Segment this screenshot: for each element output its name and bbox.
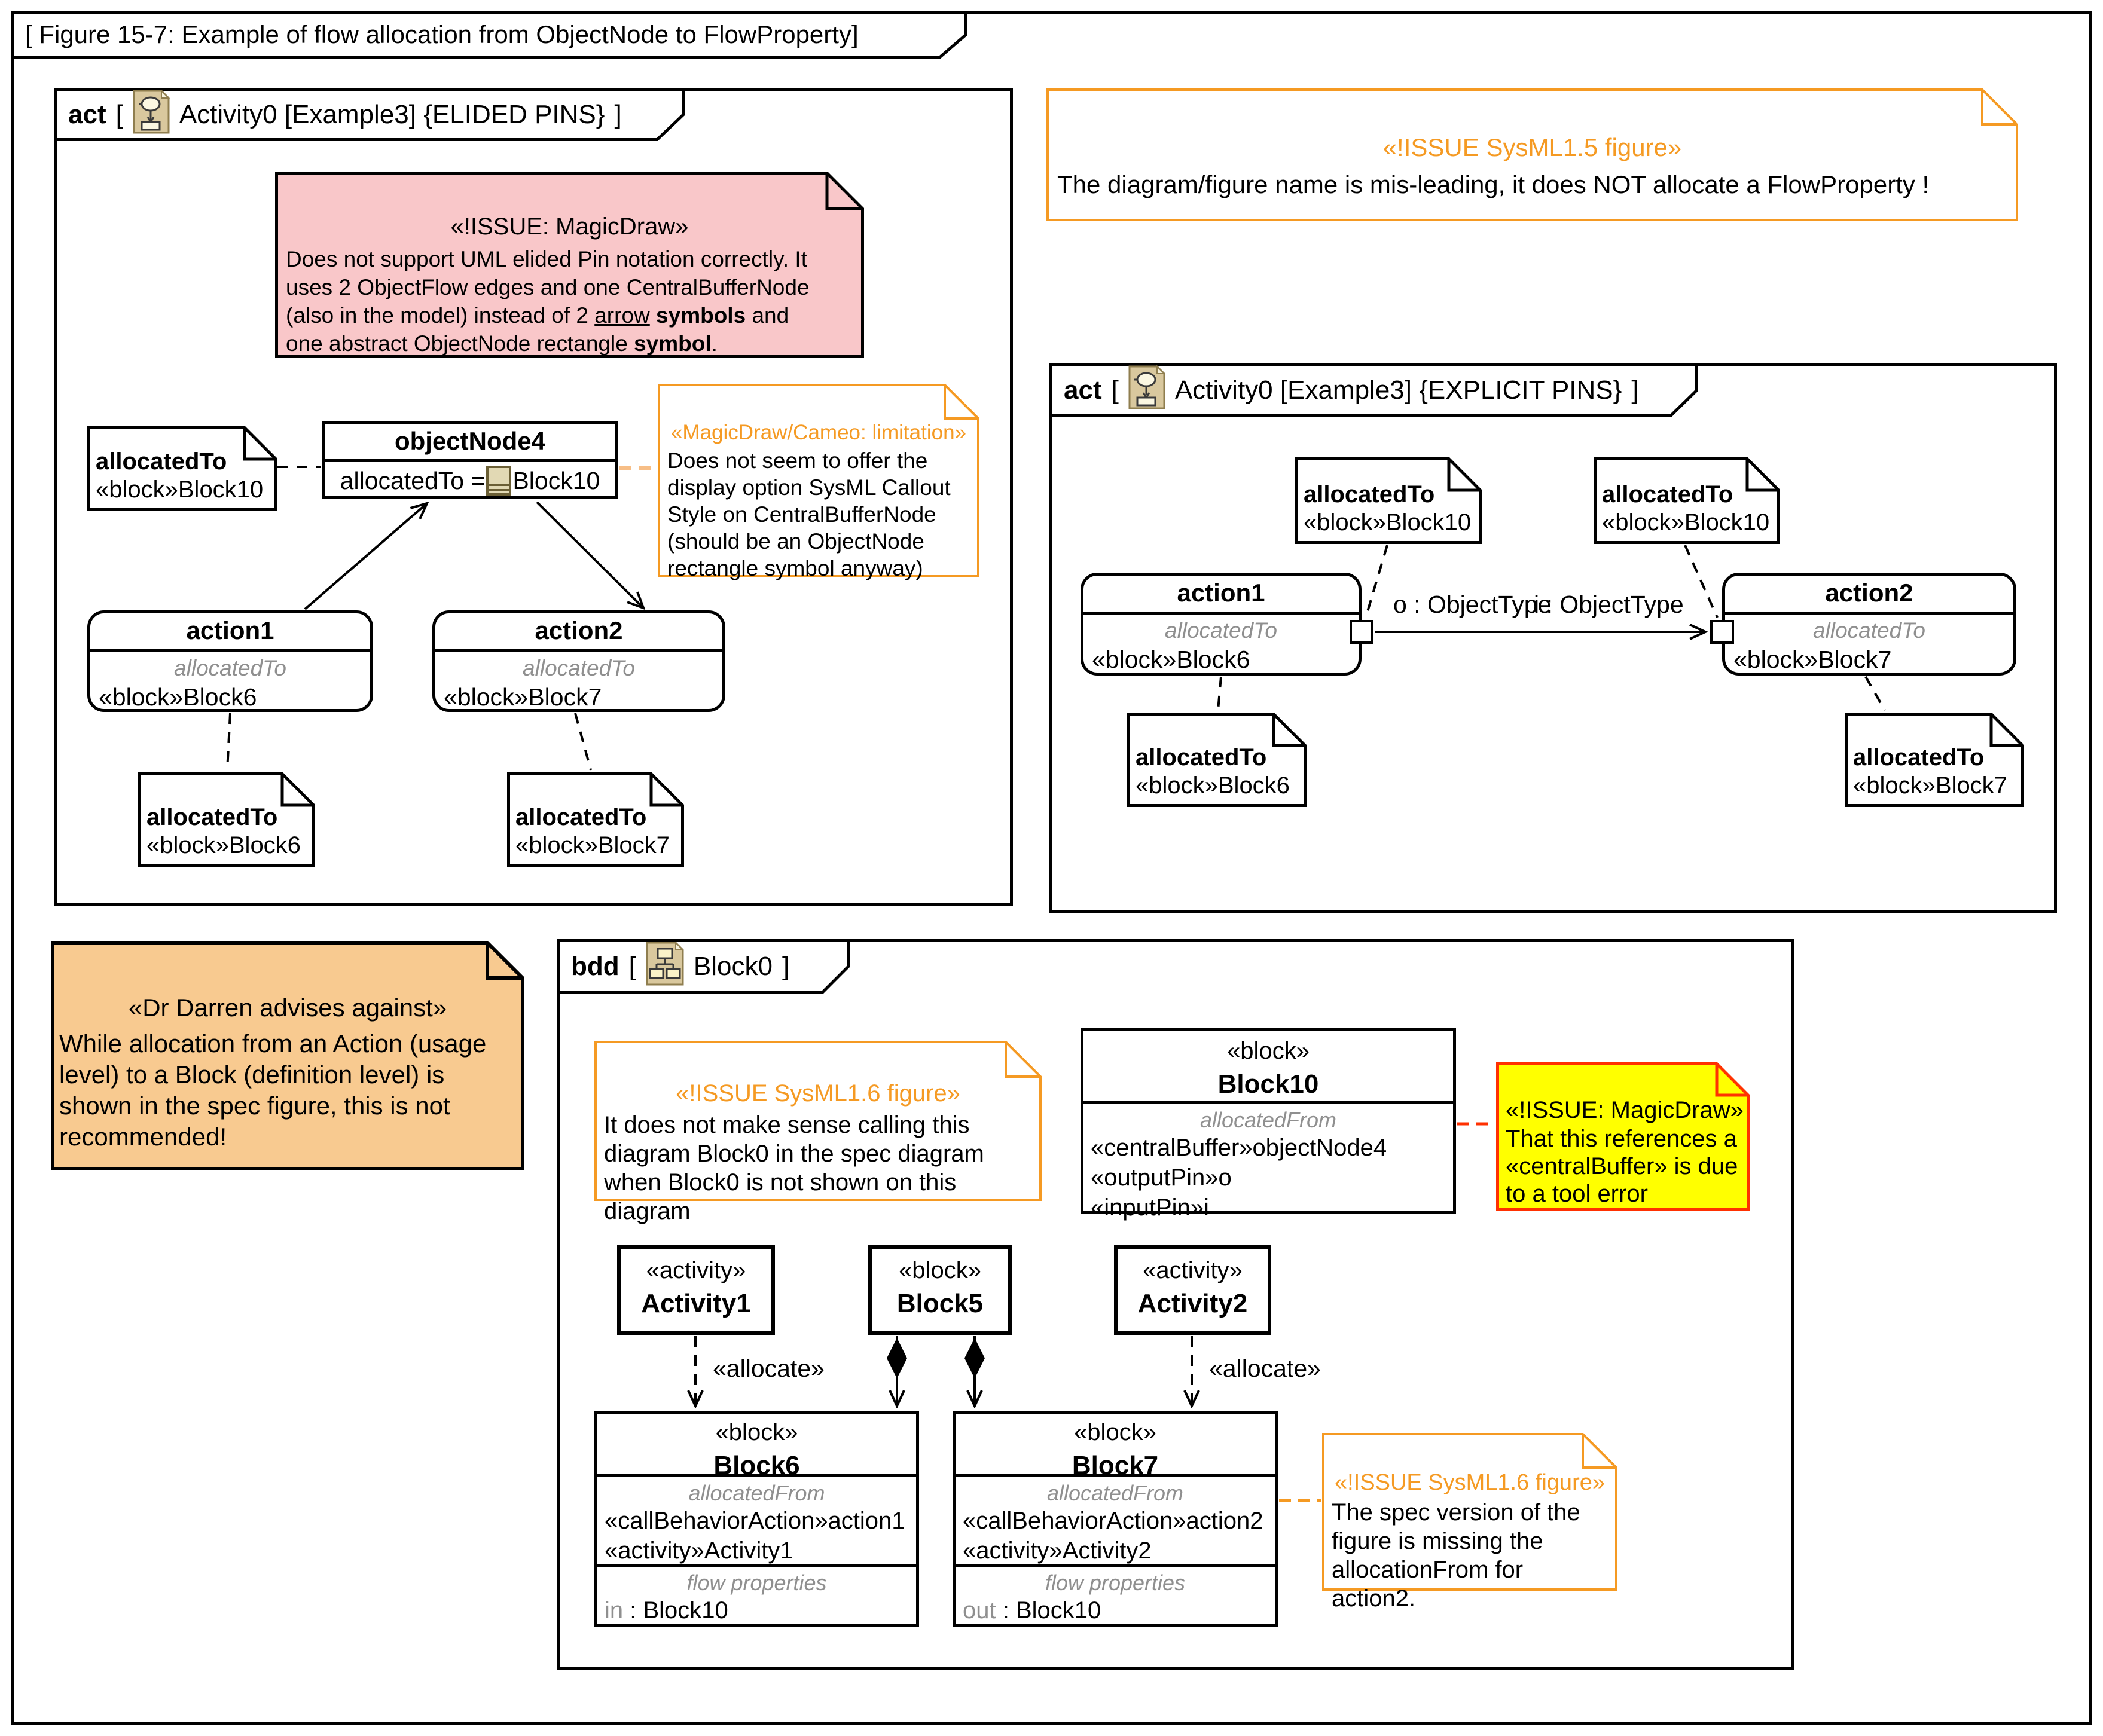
bdd-header: bdd [ Block0 ] — [557, 939, 850, 994]
callout-note-block7: allocatedTo «block»Block7 — [507, 772, 684, 867]
note-title: «!ISSUE SysML1.6 figure» — [1335, 1470, 1605, 1495]
note-body: Does not seem to offer the display option SysML Callout Style on CentralBufferNode (should be an ObjectNode rectangle symbol anyway) — [667, 448, 951, 580]
note-body: The diagram/figure name is mis-leading, it does NOT allocate a FlowProperty ! — [1057, 170, 1930, 198]
block6-node: «block» Block6 allocatedFrom «callBehaviorAction»action1 «activity»Activity1 flow properties in : Block10 — [594, 1411, 919, 1627]
note-title: «!ISSUE SysML1.5 figure» — [1382, 133, 1682, 161]
issue-sysml15-note — [1046, 88, 2018, 221]
act-elided-header — [54, 88, 685, 141]
note-title: «!ISSUE: MagicDraw» — [450, 213, 689, 240]
note-title: «MagicDraw/Cameo: limitation» — [670, 421, 967, 444]
dr-darren-note — [51, 941, 524, 1170]
note-body: Does not support UML elided Pin notation correctly. It uses 2 ObjectFlow edges and one CentralBufferNode (also in the model) instead of 2 arrow symbols and one abstract ObjectNode rectangle symbol. — [286, 247, 810, 356]
issue-sysml16-block0-note — [594, 1041, 1042, 1224]
object-node4 — [322, 421, 618, 499]
act-explicit-header: act [ Activity0 [Example3] {EXPLICIT PINS} ] — [1049, 363, 1698, 417]
action2-node-explicit: action2 allocatedTo «block»Block7 — [1722, 573, 2016, 676]
output-pin-label: o : ObjectType — [1393, 591, 1552, 618]
limitation-note — [658, 384, 979, 580]
block-icon — [486, 466, 511, 496]
activity-diagram-icon — [133, 90, 170, 140]
bracket: [ — [115, 100, 123, 129]
block7-node: «block» Block7 allocatedFrom «callBehaviorAction»action2 «activity»Activity2 flow properties out : Block10 — [953, 1411, 1278, 1627]
action1-node-explicit: action1 allocatedTo «block»Block6 — [1081, 573, 1362, 676]
attr-label: allocatedTo = — [340, 466, 486, 494]
frame-name: Activity0 [Example3] {ELIDED PINS} — [179, 100, 605, 129]
activity1-node: «activity» Activity1 — [617, 1245, 775, 1335]
action1-node: action1 allocatedTo «block»Block6 — [87, 610, 373, 712]
allocate-label-right: «allocate» — [1209, 1355, 1321, 1382]
callout-note-block10-right: allocatedTo «block»Block10 — [1594, 457, 1780, 544]
callout-note-block6: allocatedTo «block»Block6 — [138, 772, 315, 867]
figure-title-tab — [11, 11, 967, 59]
callout-note-block6-explicit: allocatedTo «block»Block6 — [1127, 713, 1307, 807]
note-title: «!ISSUE SysML1.6 figure» — [676, 1080, 960, 1107]
block10-node: «block» Block10 allocatedFrom «centralBuffer»objectNode4 «outputPin»o «inputPin»i — [1081, 1028, 1456, 1214]
object-node-name: objectNode4 — [325, 424, 615, 462]
note-body: That this references a «centralBuffer» is due to a tool error — [1506, 1126, 1738, 1207]
figure-title: [ Figure 15-7: Example of flow allocation from ObjectNode to FlowProperty] — [25, 20, 859, 48]
note-body: The spec version of the figure is missing the allocationFrom for action2. — [1332, 1499, 1580, 1612]
callout-note-block7-explicit: allocatedTo «block»Block7 — [1845, 713, 2024, 807]
note-title: «Dr Darren advises against» — [128, 994, 447, 1022]
issue-magicdraw-note — [275, 172, 864, 358]
issue-magicdraw-yellow-note — [1496, 1062, 1750, 1211]
action2-node: action2 allocatedTo «block»Block7 — [432, 610, 725, 712]
callout-note-block10-left: allocatedTo «block»Block10 — [1295, 457, 1482, 544]
attr-value: Block10 — [512, 466, 600, 494]
input-pin-label: i : ObjectType — [1534, 591, 1684, 618]
output-pin — [1350, 620, 1373, 644]
note-title: «!ISSUE: MagicDraw» — [1506, 1097, 1744, 1123]
callout-note-block10: allocatedTo «block»Block10 — [87, 426, 277, 511]
frame-kind: act — [68, 100, 106, 129]
note-body: While allocation from an Action (usage level) to a Block (definition level) is shown in the spec figure, this is not recommended! — [59, 1029, 487, 1151]
activity2-node: «activity» Activity2 — [1114, 1245, 1271, 1335]
input-pin — [1710, 620, 1734, 644]
bracket-close: ] — [614, 100, 622, 129]
note-body: It does not make sense calling this diagram Block0 in the spec diagram when Block0 is not shown on this diagram — [604, 1112, 984, 1224]
activity-diagram-icon — [1128, 365, 1165, 416]
issue-sysml16-spec-note — [1322, 1433, 1617, 1612]
allocate-label-left: «allocate» — [713, 1355, 825, 1382]
bdd-diagram-icon — [646, 942, 684, 992]
block5-node: «block» Block5 — [868, 1245, 1012, 1335]
